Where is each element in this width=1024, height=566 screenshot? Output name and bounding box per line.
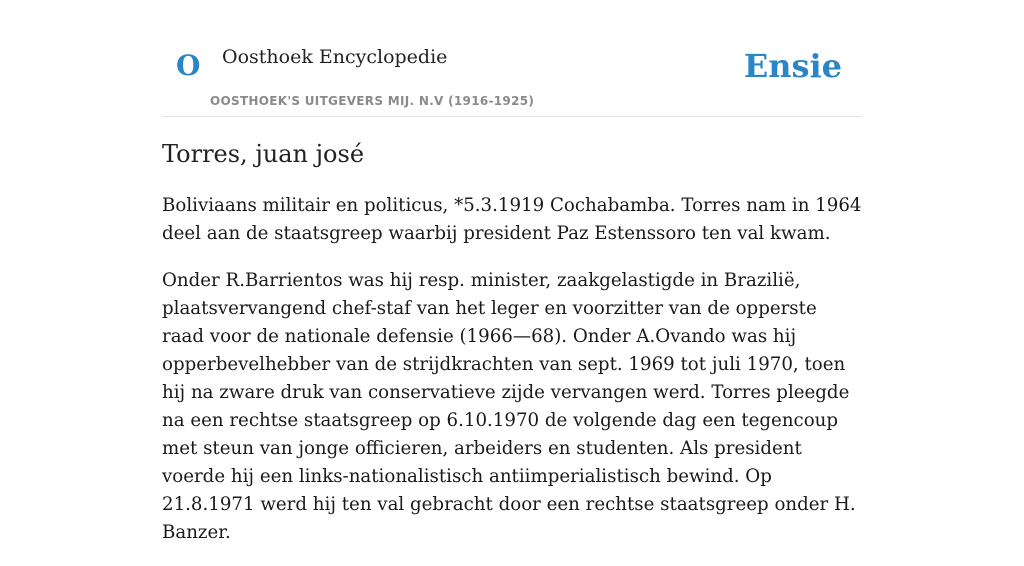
entry-body [162,192,862,566]
entry-title: Torres, juan josé [162,140,365,168]
source-logo[interactable]: O [176,49,201,82]
source-header [162,0,862,117]
source-title[interactable]: Oosthoek Encyclopedie [222,46,448,68]
entry-paragraph: Boliviaans militair en politicus, *5.3.1919 Cochabamba. Torres nam in 1964 deel aan de staatsgreep waarbij president Paz Estenssoro ten val kwam. [162,195,862,244]
page [162,0,862,543]
source-subtitle: OOSTHOEK'S UITGEVERS MIJ. N.V (1916-1925) [210,94,535,108]
entry-paragraph: Onder R.Barrientos was hij resp. minister, zaakgelastigde in Brazilië, plaatsvervangend chef-staf van het leger en voorzitter van de opperste raad voor de nationale defensie (1966—68). Onder A.Ovando was hij opperbevelhebber van de strijdkrachten van sept. 1969 tot juli 1970, toen hij na zware druk van conservatieve zijde vervangen werd. Torres pleegde na een rechtse staatsgreep op 6.10.1970 de volgende dag een tegencoup met steun van jonge officieren, arbeiders en studenten. Als president voerde hij een links-nationalistisch antiimperialistisch bewind. Op 21.8.1971 werd hij ten val gebracht door een rechtse staatsgreep onder H. Banzer. [162,270,856,543]
brand-logo-link[interactable]: Ensie [743,47,842,85]
